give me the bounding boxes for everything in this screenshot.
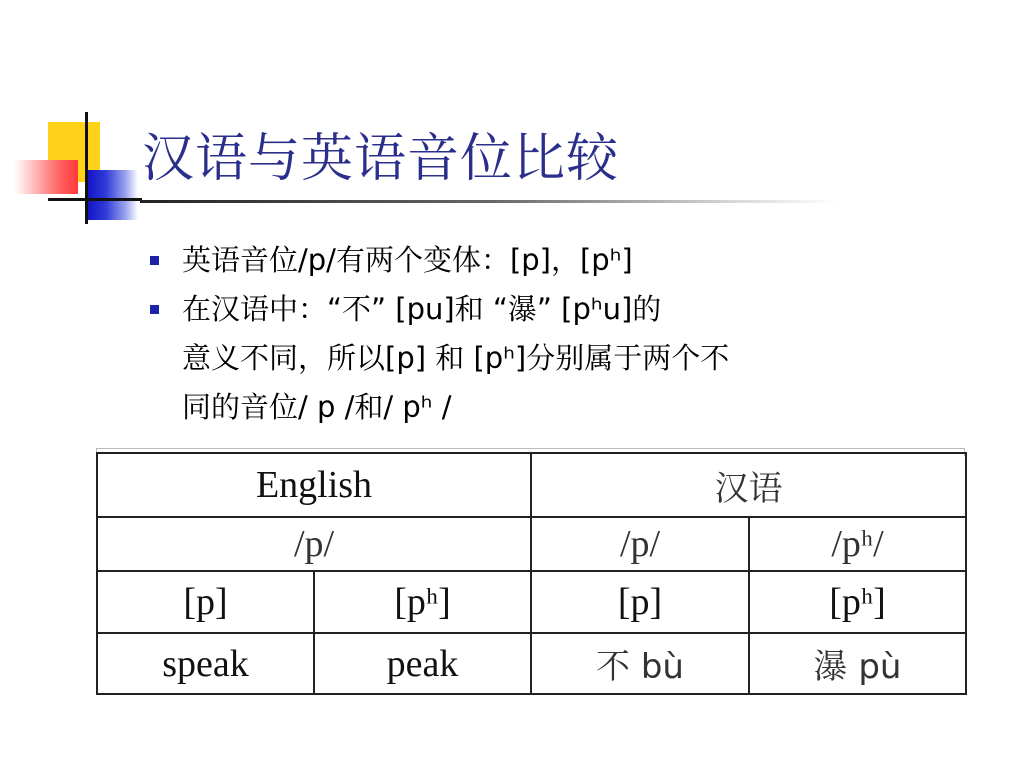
table-row-example — [97, 633, 966, 694]
table-row-language — [97, 453, 966, 517]
bullet-list — [150, 236, 950, 432]
decor-horizontal-line — [48, 198, 142, 201]
cell-allo-zh-p: [p] — [531, 571, 749, 633]
bullet-text-2-line-3: 同的音位/ p /和/ pʰ / — [182, 390, 452, 424]
square-bullet-icon — [150, 256, 159, 265]
table-scan-edge — [96, 448, 965, 449]
bullet-text-2-line-2: 意义不同，所以[p] 和 [pʰ]分别属于两个不 — [182, 341, 730, 375]
decor-blue-square — [88, 170, 138, 220]
decor-red-bar — [14, 160, 78, 194]
cell-phoneme-en: /p/ — [97, 517, 531, 571]
header-english: English — [97, 453, 531, 517]
bullet-item-1 — [150, 236, 950, 285]
cell-phoneme-zh-p: /p/ — [531, 517, 749, 571]
cell-word-speak: speak — [97, 633, 314, 694]
comparison-table — [96, 452, 965, 695]
bullet-text-2-line-1: 在汉语中：“不” [pu]和 “瀑” [pʰu]的 — [182, 292, 662, 326]
slide-title: 汉语与英语音位比较 — [142, 129, 620, 189]
cell-word-pu: 瀑 pù — [749, 633, 966, 694]
cell-phoneme-zh-ph: /pʰ/ — [749, 517, 966, 571]
cell-allo-en-p: [p] — [97, 571, 314, 633]
square-bullet-icon — [150, 305, 159, 314]
title-underline — [140, 200, 840, 203]
cell-allo-zh-ph: [pʰ] — [749, 571, 966, 633]
decor-vertical-line — [85, 112, 88, 224]
cell-word-peak: peak — [314, 633, 531, 694]
bullet-text-1: 英语音位/p/有两个变体：[p]，[pʰ] — [182, 243, 633, 277]
cell-word-bu: 不 bù — [531, 633, 749, 694]
header-chinese: 汉语 — [531, 453, 966, 517]
table-row-phoneme — [97, 517, 966, 571]
table-row-allophone — [97, 571, 966, 633]
bullet-item-2 — [150, 285, 950, 432]
cell-allo-en-ph: [pʰ] — [314, 571, 531, 633]
